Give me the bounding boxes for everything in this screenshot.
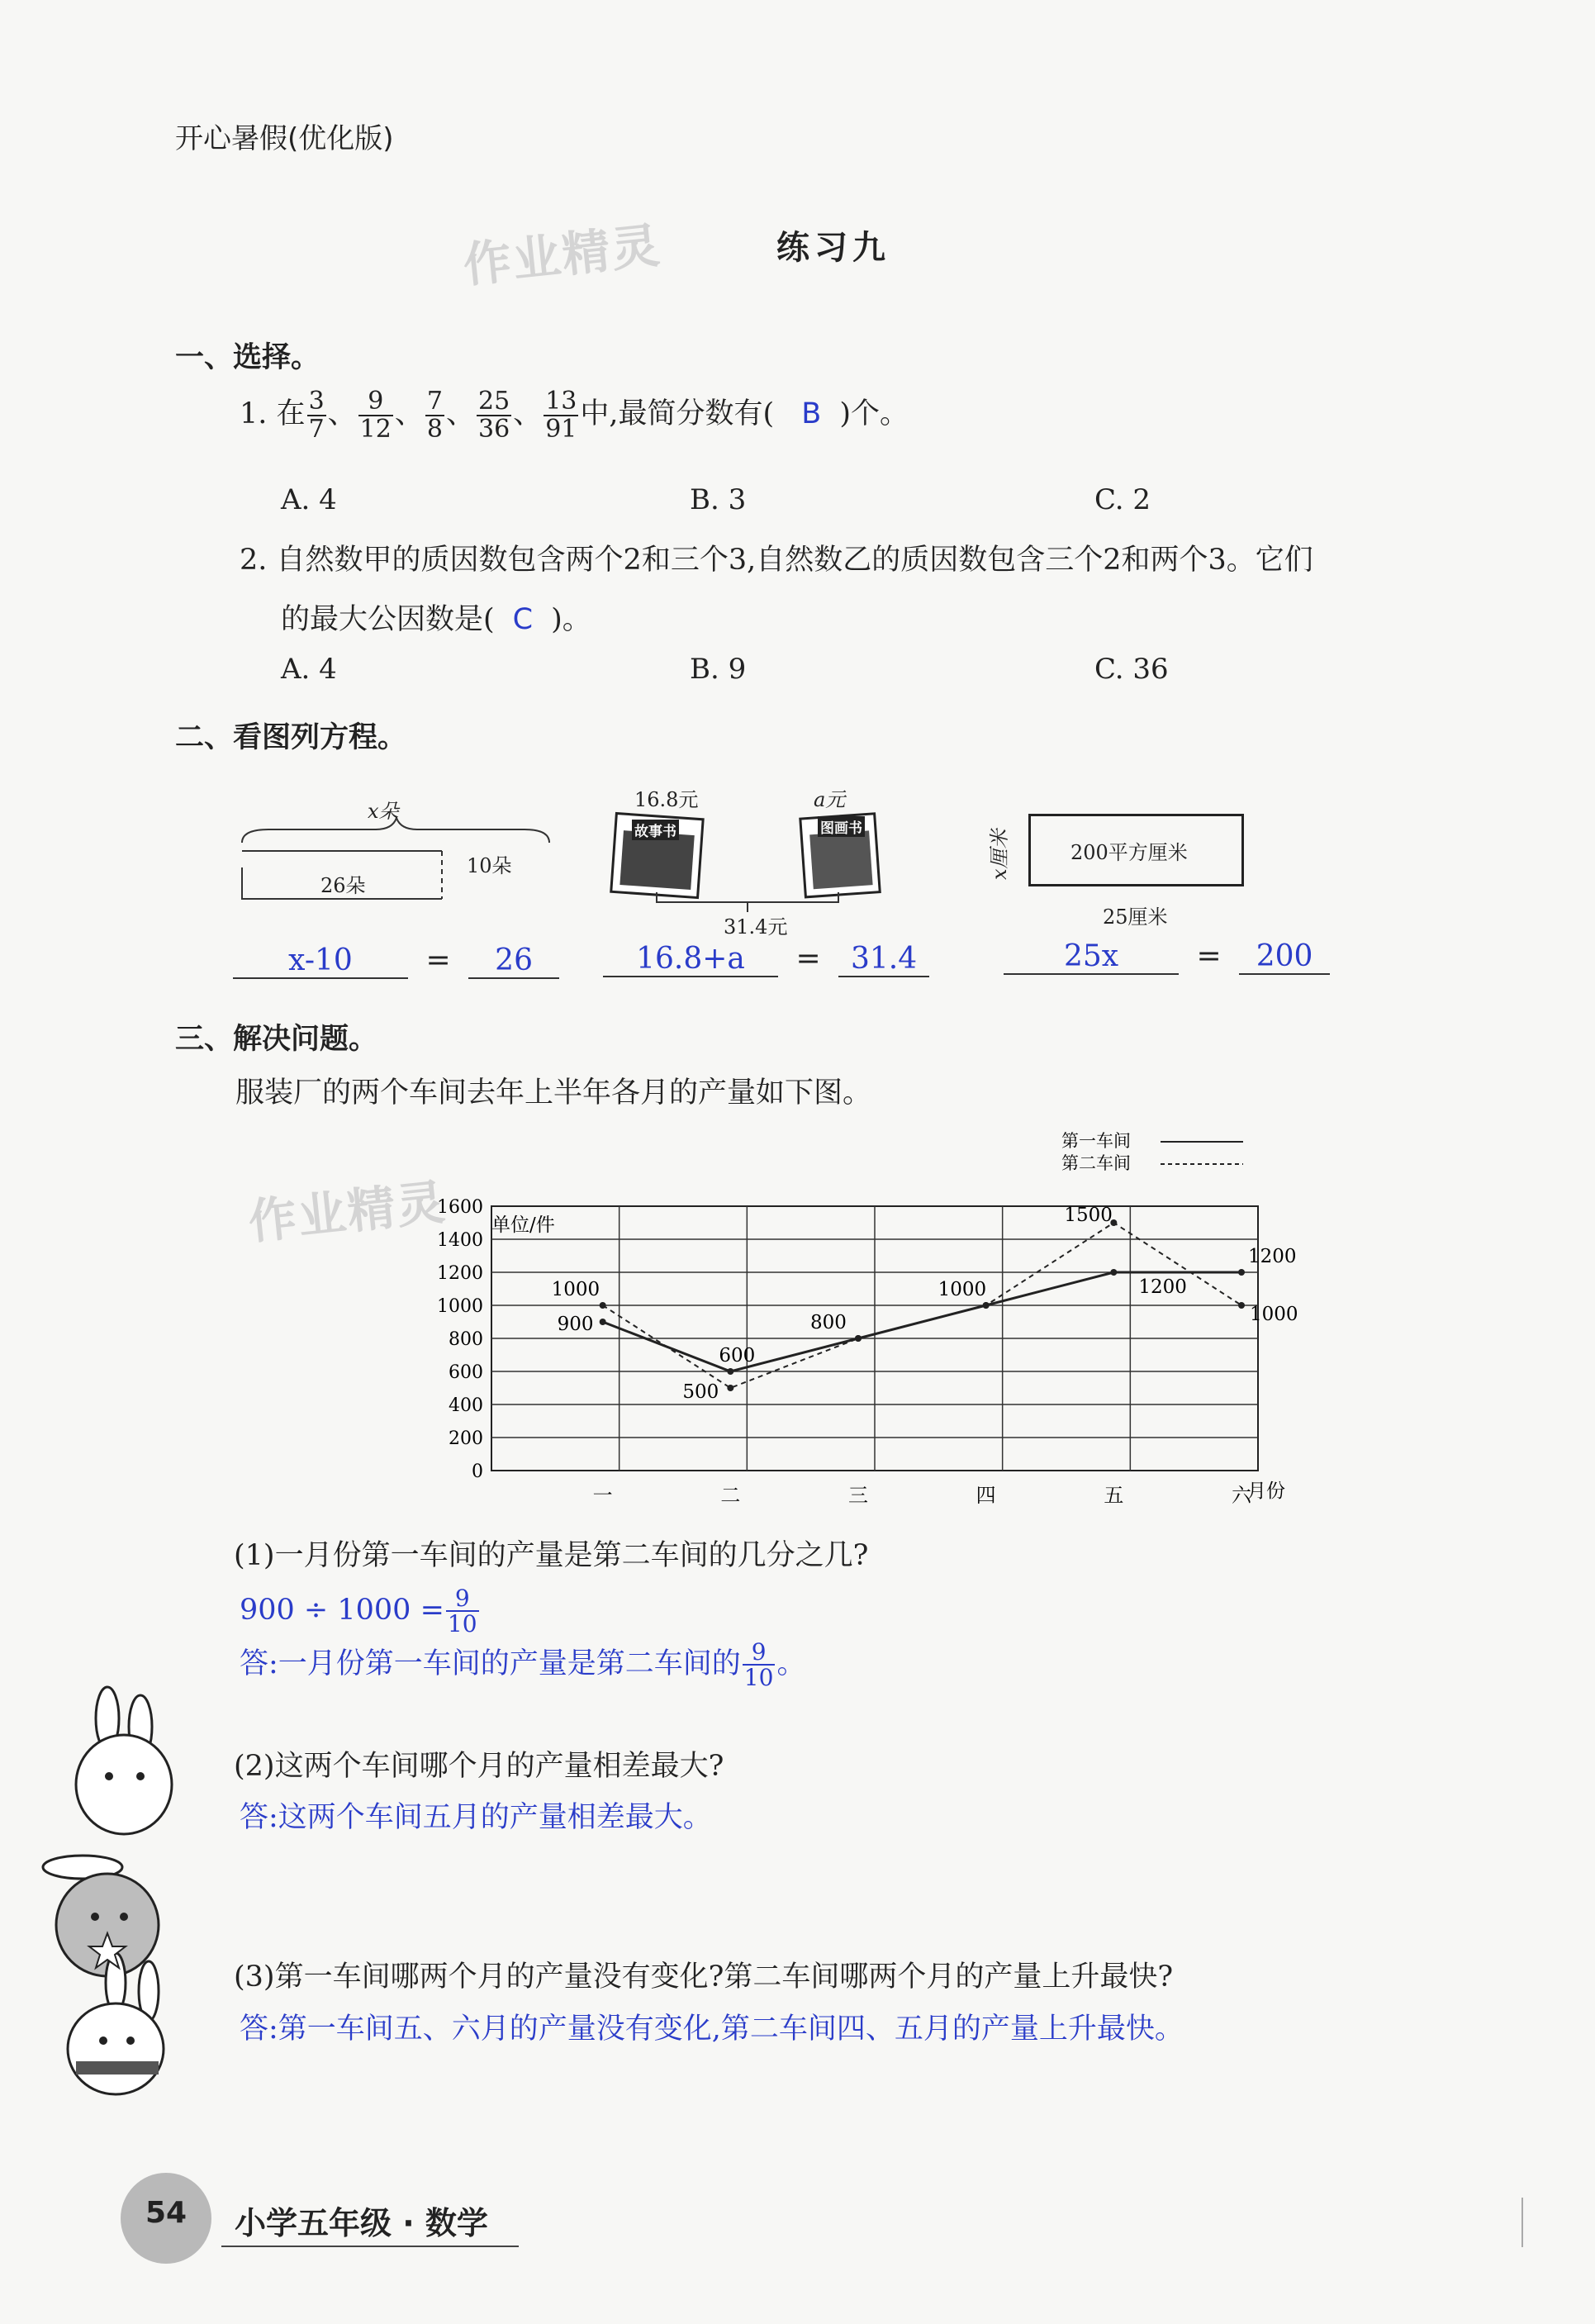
data-label-s1: 900 [557, 1314, 594, 1335]
data-point-s2 [727, 1385, 733, 1391]
fig3-width: 25厘米 [1103, 905, 1168, 929]
q2-option-a: A. 4 [281, 653, 337, 686]
fig2-right-price: a元 [814, 788, 846, 811]
data-label-s2: 1500 [1064, 1205, 1113, 1226]
legend-label-series2: 第二车间 [1061, 1153, 1131, 1173]
question-1: 1. 在 $\frac{3}{7}$ 、 $\frac{9}{12}$ 、 $\frac{7}{8}$ 、 $\frac{25}{36}$ 、 $\frac{13}{91}$ 中,最简分数有( B )个。 [240, 387, 909, 444]
q1-num: 1. [240, 397, 268, 430]
question-3-3: (3)第一车间哪两个月的产量没有变化?第二车间哪两个月的产量上升最快? [234, 1960, 1174, 1994]
y-tick-label: 400 [449, 1395, 483, 1416]
question-3-2: (2)这两个车间哪个月的产量相差最大? [234, 1750, 724, 1783]
y-tick-label: 600 [449, 1362, 483, 1383]
data-point-s1 [1238, 1269, 1245, 1276]
equation-3: 25x = 200 [1004, 939, 1330, 975]
y-tick-label: 0 [472, 1461, 483, 1482]
fig1-right-label: 10朵 [467, 854, 512, 877]
fig2-total: 31.4元 [724, 915, 788, 939]
page-number-badge [121, 2173, 211, 2264]
data-label-s1: 1200 [1138, 1276, 1187, 1298]
fig2-right-book: 图画书 [818, 816, 865, 837]
x-tick-label: 四 [976, 1484, 996, 1507]
watermark-chart: 作业精灵 [245, 1173, 449, 1251]
data-point-s2 [983, 1302, 990, 1309]
x-tick-label: 三 [848, 1484, 868, 1507]
y-tick-label: 1600 [437, 1197, 483, 1218]
y-tick-label: 1400 [437, 1230, 483, 1251]
answer-3-3: 答:第一车间五、六月的产量没有变化,第二车间四、五月的产量上升最快。 [240, 2013, 1184, 2046]
q1-option-c: C. 2 [1094, 483, 1151, 516]
fraction-25-36: $\frac{25}{36}$ [477, 387, 510, 444]
y-tick-label: 1200 [437, 1263, 483, 1284]
section2-heading: 二、看图列方程。 [175, 721, 407, 754]
footer-rule [221, 2246, 519, 2247]
fig1-top-label: x朵 [368, 800, 399, 823]
production-line-chart [430, 1124, 1322, 1512]
fig3-side: x厘米 [988, 829, 1011, 880]
fraction-13-91: $\frac{13}{91}$ [545, 387, 577, 444]
q2-option-c: C. 36 [1094, 653, 1169, 686]
x-tick-label: 二 [720, 1484, 741, 1507]
q1-option-a: A. 4 [281, 483, 337, 516]
q1-prefix: 在 [276, 397, 306, 430]
question-2-line2: 的最大公因数是( C )。 [281, 603, 591, 636]
answer-3-2: 答:这两个车间五月的产量相差最大。 [240, 1801, 712, 1834]
fraction-7-8: $\frac{7}{8}$ [426, 387, 443, 444]
question-2-line1: 2. 自然数甲的质因数包含两个2和三个3,自然数乙的质因数包含三个2和两个3。它们 [240, 544, 1313, 577]
question-3-1: (1)一月份第一车间的产量是第二车间的几分之几? [234, 1539, 869, 1572]
fig3-area: 200平方厘米 [1070, 841, 1188, 864]
footer-marker [1521, 2198, 1523, 2247]
answer-3-1-calc: 900 ÷ 1000 = $\frac{9}{10}$ [240, 1585, 477, 1638]
legend-label-series1: 第一车间 [1061, 1131, 1131, 1151]
data-label-s2: 1000 [938, 1279, 987, 1300]
data-point-s2 [600, 1302, 606, 1309]
section3-heading: 三、解决问题。 [175, 1023, 378, 1056]
data-label-s1: 1200 [1248, 1246, 1297, 1267]
data-label-s2: 1000 [551, 1279, 600, 1300]
answer-3-1-text: 答:一月份第一车间的产量是第二车间的 $\frac{9}{10}$ 。 [240, 1638, 806, 1692]
footer-title: 小学五年级 · 数学 [235, 2205, 488, 2241]
fraction-9-12: $\frac{9}{12}$ [359, 387, 392, 444]
x-tick-label: 六 [1232, 1484, 1251, 1507]
equation-2: 16.8+a = 31.4 [603, 942, 929, 977]
equation-1: x-10 = 26 [233, 943, 559, 979]
data-point-s1 [727, 1368, 733, 1375]
fig2-left-price: 16.8元 [634, 788, 699, 811]
fig1-bottom-label: 26朵 [320, 874, 366, 897]
x-tick-label: 五 [1104, 1484, 1124, 1507]
section3-intro: 服装厂的两个车间去年上半年各月的产量如下图。 [235, 1076, 872, 1110]
x-axis-label: 月份 [1247, 1480, 1285, 1502]
data-label-s1: 800 [810, 1312, 847, 1333]
page-header: 开心暑假(优化版) [175, 122, 394, 155]
section1-heading: 一、选择。 [175, 341, 320, 374]
data-label-s2: 1000 [1250, 1304, 1298, 1325]
fraction-3-7: $\frac{3}{7}$ [308, 387, 325, 444]
data-label-s1: 600 [719, 1345, 756, 1366]
q1-answer: B [801, 397, 822, 430]
data-point-s1 [600, 1319, 606, 1325]
page-title: 练习九 [776, 229, 890, 267]
data-point-s1 [1110, 1269, 1117, 1276]
y-axis-label: 单位/件 [491, 1214, 555, 1236]
y-tick-label: 1000 [437, 1296, 483, 1317]
q2-option-b: B. 9 [690, 653, 747, 686]
watermark-top: 作业精灵 [460, 216, 664, 294]
rabbits-illustration [25, 1685, 190, 2098]
data-point-s2 [855, 1335, 862, 1342]
page-number: 54 [145, 2196, 188, 2230]
data-label-s2: 500 [682, 1381, 719, 1403]
y-tick-label: 200 [449, 1428, 483, 1449]
x-tick-label: 一 [592, 1484, 613, 1507]
y-tick-label: 800 [449, 1329, 483, 1350]
q2-answer: C [512, 603, 534, 636]
fig2-left-book: 故事书 [632, 820, 679, 840]
q1-option-b: B. 3 [690, 483, 747, 516]
data-point-s2 [1238, 1302, 1245, 1309]
